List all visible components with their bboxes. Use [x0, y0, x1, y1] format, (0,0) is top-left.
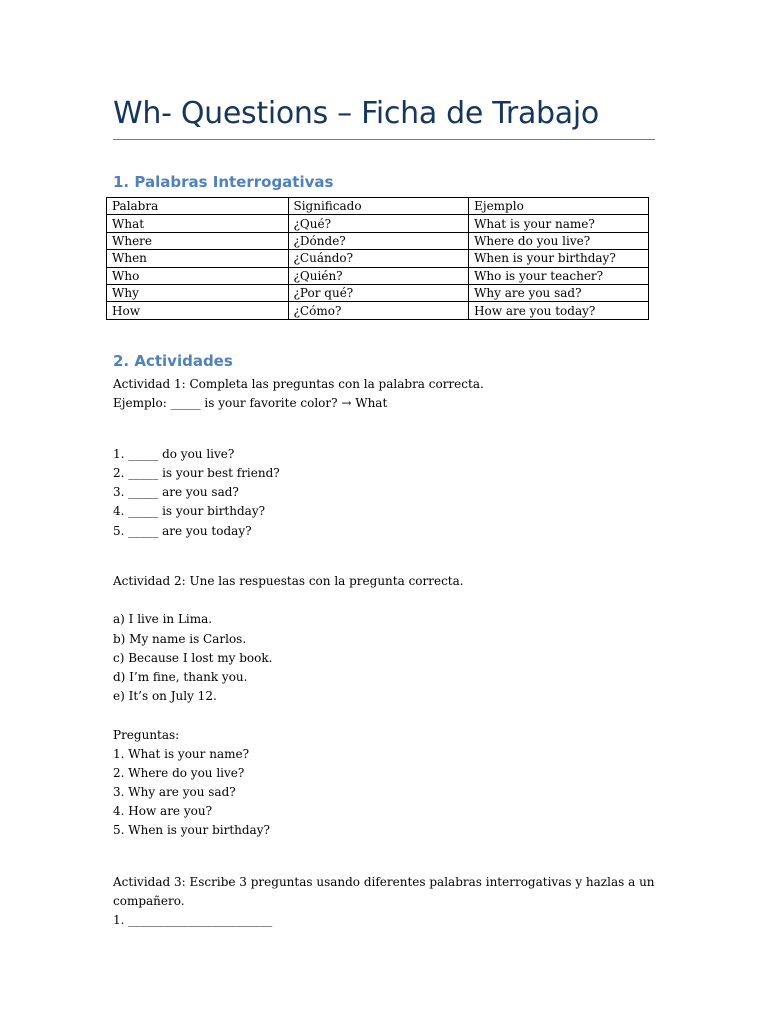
- activity1-item: 5. _____ are you today?: [113, 524, 252, 538]
- table-header-row: [107, 198, 649, 215]
- activity2-question: 2. Where do you live?: [113, 766, 245, 780]
- table-row: [107, 215, 649, 232]
- table-cell: Why: [107, 284, 289, 301]
- table-cell: ¿Dónde?: [288, 232, 469, 249]
- activity1-item: 3. _____ are you sad?: [113, 485, 239, 499]
- table-cell: What: [107, 215, 289, 232]
- table-cell: Why are you sad?: [469, 284, 649, 301]
- table-row: [107, 232, 649, 249]
- table-cell: ¿Cuándo?: [288, 250, 469, 267]
- activity2-answer: e) It’s on July 12.: [113, 689, 217, 703]
- activity1-example: Ejemplo: _____ is your favorite color? → What: [113, 396, 388, 410]
- table-row: [107, 250, 649, 267]
- activity1-item: 2. _____ is your best friend?: [113, 466, 280, 480]
- activity3-answer-blank: 1. ________________________: [113, 913, 273, 927]
- activity2-instruction: Actividad 2: Une las respuestas con la pregunta correcta.: [113, 574, 464, 588]
- table-cell: Where: [107, 232, 289, 249]
- table-row: [107, 267, 649, 284]
- table-cell: When is your birthday?: [469, 250, 649, 267]
- section2-heading: 2. Actividades: [113, 352, 233, 370]
- table-cell: ¿Por qué?: [288, 284, 469, 301]
- table-row: [107, 284, 649, 301]
- activity2-question: 1. What is your name?: [113, 747, 250, 761]
- page-title: Wh- Questions – Ficha de Trabajo: [113, 96, 599, 131]
- table-cell: Who: [107, 267, 289, 284]
- questions-label: Preguntas:: [113, 728, 180, 742]
- activity2-answer: c) Because I lost my book.: [113, 651, 273, 665]
- table-cell: How are you today?: [469, 302, 649, 319]
- table-cell: ¿Cómo?: [288, 302, 469, 319]
- activity2-question: 4. How are you?: [113, 804, 213, 818]
- activity1-instruction: Actividad 1: Completa las preguntas con la palabra correcta.: [113, 377, 484, 391]
- section1-heading: 1. Palabras Interrogativas: [113, 173, 334, 191]
- table-cell: ¿Qué?: [288, 215, 469, 232]
- activity2-question: 3. Why are you sad?: [113, 785, 236, 799]
- activity2-answer: d) I’m fine, thank you.: [113, 670, 248, 684]
- table-header-cell: Ejemplo: [469, 198, 649, 215]
- activity2-answer: b) My name is Carlos.: [113, 632, 247, 646]
- table-cell: When: [107, 250, 289, 267]
- table-cell: What is your name?: [469, 215, 649, 232]
- activity3-instruction: Actividad 3: Escribe 3 preguntas usando diferentes palabras interrogativas y hazlas a un: [113, 875, 655, 889]
- table-header-cell: Palabra: [107, 198, 289, 215]
- activity1-item: 4. _____ is your birthday?: [113, 504, 266, 518]
- activity3-instruction-continued: compañero.: [113, 894, 185, 908]
- table-cell: How: [107, 302, 289, 319]
- table-cell: ¿Quién?: [288, 267, 469, 284]
- table-header-cell: Significado: [288, 198, 469, 215]
- title-underline: [113, 139, 655, 140]
- activity2-question: 5. When is your birthday?: [113, 823, 270, 837]
- interrogative-words-table: [106, 197, 649, 320]
- table-row: [107, 302, 649, 319]
- activity1-item: 1. _____ do you live?: [113, 447, 235, 461]
- activity2-answer: a) I live in Lima.: [113, 612, 213, 626]
- table-cell: Who is your teacher?: [469, 267, 649, 284]
- table-cell: Where do you live?: [469, 232, 649, 249]
